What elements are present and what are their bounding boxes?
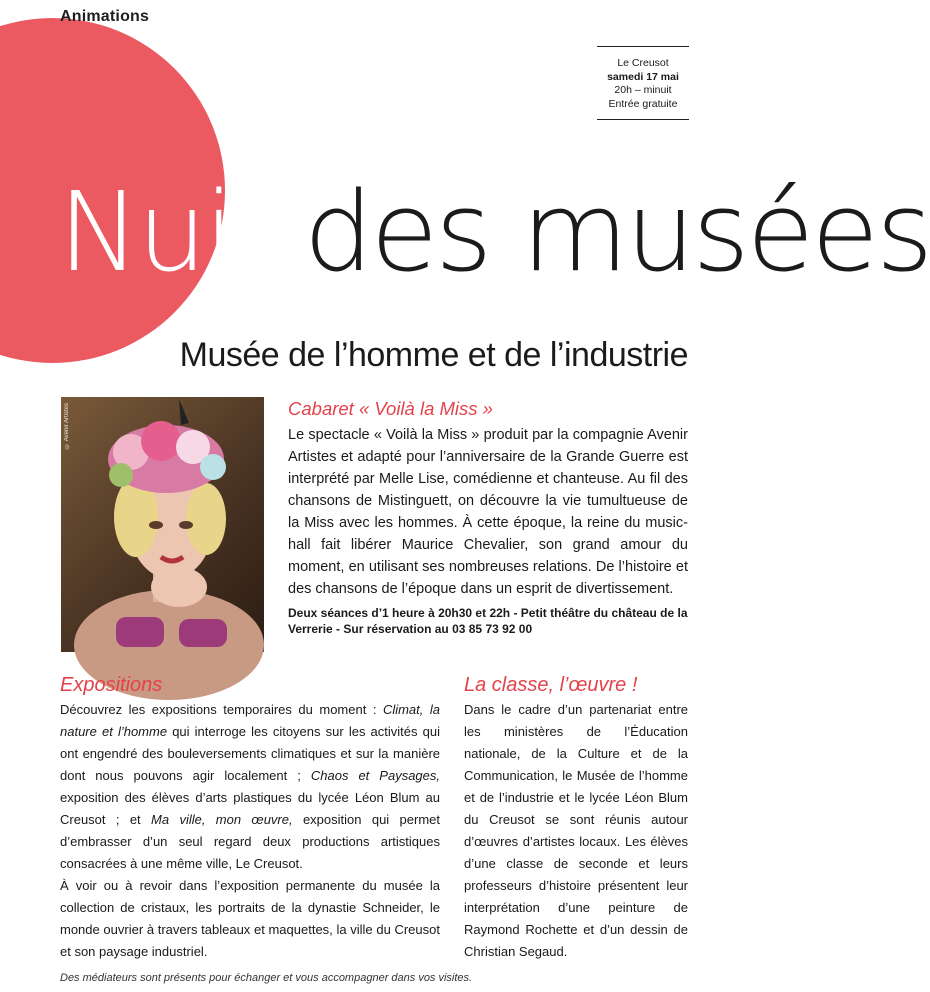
performer-photo — [61, 397, 264, 652]
event-info-box — [597, 46, 689, 120]
expositions-heading: Expositions — [60, 674, 163, 696]
museum-subtitle: Musée de l’homme et de l’industrie — [179, 336, 688, 374]
expo-title-ma-ville: Ma ville, mon œuvre, — [151, 812, 293, 827]
cabaret-schedule: Deux séances d’1 heure à 20h30 et 22h - Petit théâtre du château de la Verrerie - Sur réservation au 03 85 73 92 00 — [288, 606, 688, 636]
event-price: Entrée gratuite — [608, 97, 678, 110]
photo-credit: © Avenir Artistes — [64, 403, 70, 449]
expo-title-chaos: Chaos et Paysages, — [310, 768, 440, 783]
performer-illustration — [61, 397, 264, 652]
expo-text: qui interroge les citoyens sur les activités qui ont engendré des bouleversements climatiques et sur la manière dont nous pouvons agir localement ; — [60, 724, 440, 783]
classe-body: Dans le cadre d’un partenariat entre les ministères de l’Éducation nationale, de la Culture et de la Communication, le Musée de l’homme et de l’industrie et le lycée Léon Blum du Creusot se sont réunis autour d’œuvres d’artistes locaux. Les élèves d’une classe de seconde et leurs professeurs d’histoire présentent leur interprétation d’une peinture de Raymond Rochette et d’un dessin de Christian Segaud. — [464, 702, 688, 959]
title-word-nuit: Nuit — [58, 168, 272, 296]
title-words-des-musees: des musées — [271, 168, 930, 296]
event-time: 20h – minuit — [614, 84, 672, 96]
cabaret-heading: Cabaret « Voilà la Miss » — [288, 398, 493, 419]
expositions-paragraph-1 — [60, 699, 440, 875]
expo-text: Découvrez les expositions temporaires du moment : — [60, 702, 383, 717]
page-title — [58, 168, 930, 296]
classe-oeuvre-section — [464, 674, 688, 963]
expo-text: exposition qui permet d’embrasser d’un seul regard deux productions artistiques consacrées à une même ville, Le Creusot. — [60, 812, 440, 871]
event-date: samedi 17 mai — [607, 70, 679, 83]
expositions-paragraph-2: À voir ou à revoir dans l’exposition permanente du musée la collection de cristaux, les portraits de la dynastie Schneider, le monde ouvrier à travers tableaux et maquettes, la ville du Creusot et son paysage industriel. — [60, 878, 440, 959]
classe-heading: La classe, l’œuvre ! — [464, 674, 638, 696]
cabaret-body: Le spectacle « Voilà la Miss » produit par la compagnie Avenir Artistes et adapté pour l’anniversaire de la Grande Guerre est interprété par Melle Lise, comédienne et chanteuse. Au fil des chansons de Mistinguett, on découvre la vie tumultueuse de la Miss avec les hommes. À cette époque, la reine du music-hall fait libérer Maurice Chevalier, son grand amour du moment, en utilisant ses nombreuses relations. De l’histoire et des chansons de l’époque dans un esprit de divertissement. — [288, 427, 688, 597]
footer-note: Des médiateurs sont présents pour échanger et vous accompagner dans vos visites. — [60, 972, 473, 984]
expo-title-climat: Climat, la nature et l’homme — [60, 702, 440, 739]
section-label: Animations — [60, 8, 150, 25]
cabaret-section — [288, 398, 688, 637]
expositions-section — [60, 674, 440, 963]
expo-text: exposition des élèves d’arts plastiques du lycée Léon Blum au Creusot ; et — [60, 790, 440, 827]
event-place: Le Creusot — [617, 57, 669, 69]
